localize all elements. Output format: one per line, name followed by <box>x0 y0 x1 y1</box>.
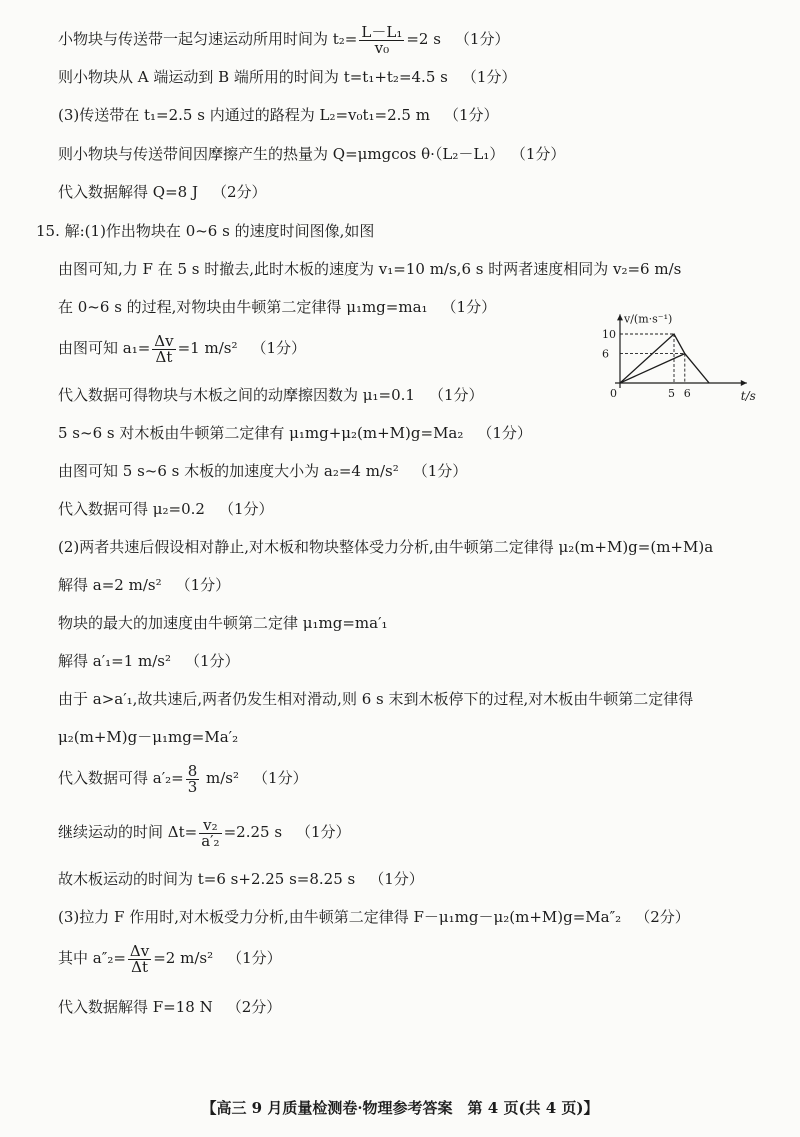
text: 解得 a=2 m/s² <box>58 576 162 594</box>
points-label: （1分） <box>428 386 484 404</box>
text: 代入数据解得 Q=8 J <box>58 183 198 201</box>
fraction-denominator: Δt <box>155 347 173 366</box>
line-force-result <box>58 997 281 1017</box>
line-heat-result <box>58 182 267 202</box>
line-equation-board <box>58 727 238 747</box>
line-part2-assumption <box>58 537 713 557</box>
text: 解得 a′₁=1 m/s² <box>58 652 171 670</box>
points-label: （1分） <box>412 462 468 480</box>
line-mu1 <box>58 385 484 405</box>
y-axis-arrow <box>617 314 623 320</box>
fraction <box>359 22 404 57</box>
text: 由图可知 a₁= <box>58 339 151 357</box>
page-footer: 【高三 9 月质量检测卷·物理参考答案 第 4 页(共 4 页)】 <box>201 1099 599 1117</box>
line-a2-double-prime <box>58 941 282 975</box>
line-relative-slide <box>58 689 693 709</box>
y-axis-label: v/(m·s⁻¹) <box>624 312 673 326</box>
question-15-heading <box>36 221 374 241</box>
text: =2.25 s <box>223 823 283 841</box>
line-a1-prime <box>58 651 240 671</box>
points-label: （1分） <box>461 68 517 86</box>
line-board-time <box>58 869 424 889</box>
line-max-accel <box>58 613 388 633</box>
fraction-denominator: 3 <box>187 777 198 796</box>
points-label: （2分） <box>635 908 690 926</box>
text: (3)传送带在 t₁=2.5 s 内通过的路程为 L₂=v₀t₁=2.5 m <box>58 106 430 124</box>
points-label: （1分） <box>185 652 240 670</box>
text: 由于 a>a′₁,故共速后,两者仍发生相对滑动,则 6 s 末到木板停下的过程,对木板由牛顿第二定律得 <box>58 690 694 708</box>
text: 其中 a″₂= <box>58 949 126 967</box>
x-axis-label: t/s <box>740 389 756 403</box>
y-tick-label: 6 <box>602 347 609 361</box>
text: μ₂(m+M)g－μ₁mg=Ma′₂ <box>58 728 239 746</box>
line-mu2 <box>58 499 274 519</box>
line-a1 <box>58 331 306 365</box>
points-label: （1分） <box>227 949 282 967</box>
text: (2)两者共速后假设相对静止,对木板和物块整体受力分析,由牛顿第二定律得 μ₂(m+M)g=(m+M)a <box>58 538 714 556</box>
line-heat-formula <box>58 144 565 164</box>
text: 在 0~6 s 的过程,对物块由牛顿第二定律得 μ₁mg=ma₁ <box>58 298 428 316</box>
line-graph-reading <box>58 259 681 279</box>
points-label: （1分） <box>454 30 510 48</box>
text: =2 s <box>406 30 441 48</box>
fraction <box>199 815 221 850</box>
fraction-numerator: Δv <box>154 331 174 350</box>
series-line-block <box>620 354 685 383</box>
x-tick-label: 6 <box>683 387 691 400</box>
line-belt-distance <box>58 105 499 125</box>
text: 小物块与传送带一起匀速运动所用时间为 t₂= <box>58 30 358 48</box>
text: 继续运动的时间 Δt= <box>58 823 198 841</box>
points-label: （1分） <box>175 576 231 594</box>
line-a2-prime <box>58 761 308 795</box>
velocity-time-chart <box>600 288 780 408</box>
points-label: （1分） <box>443 106 499 124</box>
points-label: （1分） <box>441 298 497 316</box>
fraction-numerator: L－L₁ <box>361 22 403 41</box>
points-label: （1分） <box>296 823 351 841</box>
points-label: （2分） <box>226 998 282 1016</box>
line-newton-board <box>58 423 532 443</box>
fraction <box>186 761 200 796</box>
text: 15. 解:(1)作出物块在 0~6 s 的速度时间图像,如图 <box>36 222 375 240</box>
points-label: （1分） <box>477 424 532 442</box>
points-label: （1分） <box>218 500 274 518</box>
text: 代入数据可得 μ₂=0.2 <box>58 500 205 518</box>
text: 5 s~6 s 对木板由牛顿第二定律有 μ₁mg+μ₂(m+M)g=Ma₂ <box>58 424 464 442</box>
text: (3)拉力 F 作用时,对木板受力分析,由牛顿第二定律得 F－μ₁mg－μ₂(m+M)g=Ma″₂ <box>58 908 622 926</box>
line-continue-time <box>58 815 351 849</box>
points-label: （1分） <box>518 145 566 163</box>
fraction-numerator: 8 <box>187 761 198 780</box>
line-newton-block <box>58 297 496 317</box>
text: 由图可知,力 F 在 5 s 时撤去,此时木板的速度为 v₁=10 m/s,6 s 时两者速度相同为 v₂=6 m/s <box>58 260 682 278</box>
x-axis-arrow <box>741 380 747 386</box>
text: =2 m/s² <box>153 949 214 967</box>
points-label: （1分） <box>251 339 307 357</box>
line-time-uniform <box>58 22 509 56</box>
text: 故木板运动的时间为 t=6 s+2.25 s=8.25 s <box>58 870 356 888</box>
text: 物块的最大的加速度由牛顿第二定律 μ₁mg=ma′₁ <box>58 614 388 632</box>
text: 代入数据解得 F=18 N <box>58 998 213 1016</box>
line-a2 <box>58 461 467 481</box>
text: 代入数据可得 a′₂= <box>58 769 184 787</box>
text: 代入数据可得物块与木板之间的动摩擦因数为 μ₁=0.1 <box>58 386 415 404</box>
fraction-numerator: Δv <box>129 941 150 960</box>
fraction-denominator: a′₂ <box>201 831 220 850</box>
text: =1 m/s² <box>177 339 238 357</box>
line-a-result <box>58 575 230 595</box>
origin-label: 0 <box>610 387 617 400</box>
points-label: （1分） <box>369 870 424 888</box>
fraction <box>128 941 151 976</box>
fraction-denominator: v₀ <box>374 38 390 57</box>
y-tick-label: 10 <box>602 328 616 341</box>
text: m/s² <box>206 769 240 787</box>
text: 由图可知 5 s~6 s 木板的加速度大小为 a₂=4 m/s² <box>58 462 399 480</box>
fraction <box>152 331 175 366</box>
series-line-board <box>620 334 709 383</box>
fraction-denominator: Δt <box>131 957 148 976</box>
x-tick-label: 5 <box>668 387 675 400</box>
line-part3 <box>58 907 690 927</box>
line-total-time <box>58 67 516 87</box>
text: 则小物块与传送带间因摩擦产生的热量为 Q=μmgcos θ·（L₂－L₁） <box>58 145 505 163</box>
points-label: （1分） <box>253 769 308 787</box>
fraction-numerator: v₂ <box>199 818 221 834</box>
points-label: （2分） <box>211 183 267 201</box>
text: 则小物块从 A 端运动到 B 端所用的时间为 t=t₁+t₂=4.5 s <box>58 68 448 86</box>
